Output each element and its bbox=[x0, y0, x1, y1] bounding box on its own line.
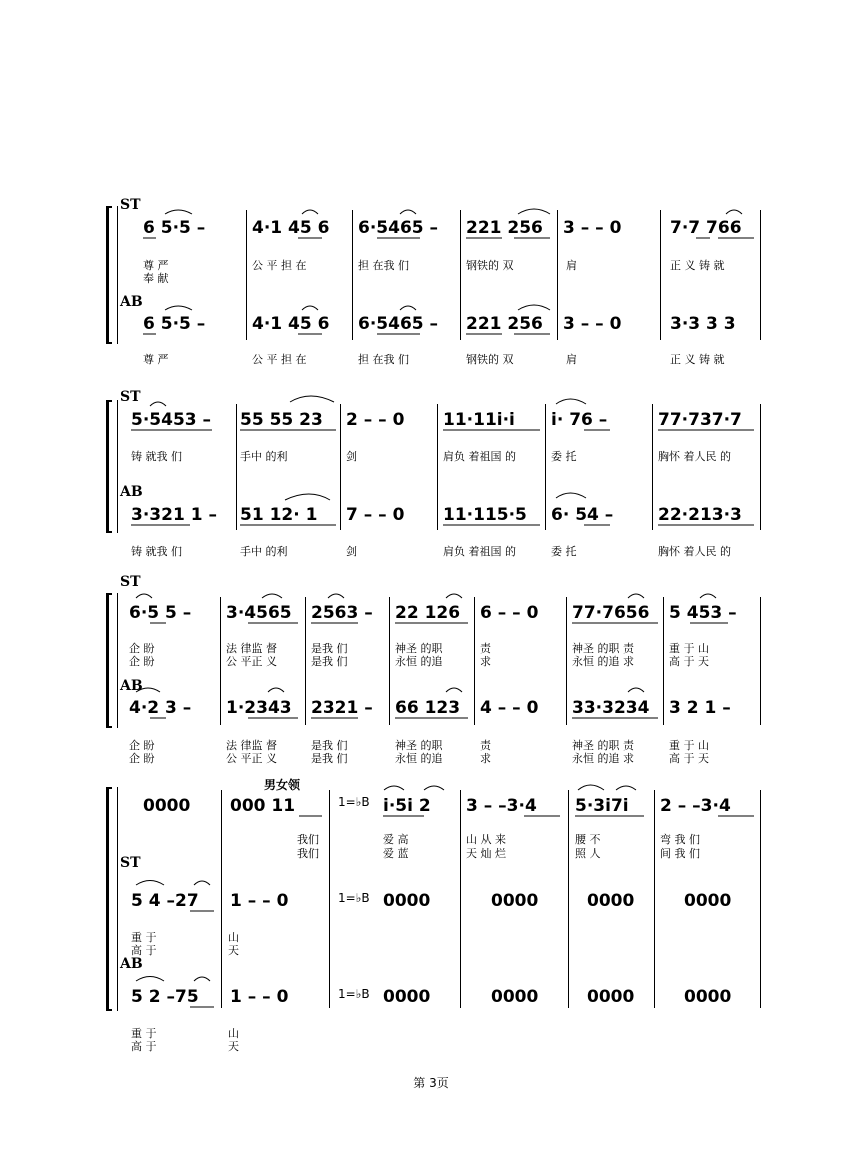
lyric: 山 bbox=[228, 931, 239, 944]
note-group: 3 – –3·4 bbox=[466, 796, 537, 816]
note-group: 0000 bbox=[383, 891, 431, 911]
lyric: 手中 的利 bbox=[240, 545, 288, 558]
note-group: 3 – – 0 bbox=[563, 218, 622, 238]
bracket-cap bbox=[106, 206, 112, 208]
barline bbox=[460, 210, 461, 340]
lyric: 剑 bbox=[346, 545, 357, 558]
lyric: 铸 就我 们 bbox=[131, 450, 182, 463]
note-group: 2321 – bbox=[311, 698, 373, 718]
lyric: 重 于 bbox=[131, 931, 157, 944]
system-bracket bbox=[106, 206, 109, 344]
note-group: 66 123 bbox=[395, 698, 461, 718]
key-signature: 1=♭B bbox=[338, 987, 370, 1001]
note-group: 0000 bbox=[491, 891, 539, 911]
page-number: 第 3页 bbox=[413, 1076, 449, 1090]
note-group: 3 – – 0 bbox=[563, 314, 622, 334]
barline bbox=[340, 404, 341, 530]
lyric: 责 bbox=[480, 642, 491, 655]
note-group: 77·7656 bbox=[572, 603, 650, 623]
lyric: 正 义 铸 就 bbox=[670, 353, 725, 366]
lyric: 手中 的利 bbox=[240, 450, 288, 463]
lyric: 胸怀 着人民 的 bbox=[658, 450, 731, 463]
bracket-cap bbox=[106, 593, 112, 595]
note-group: 4·1 45 6 bbox=[252, 314, 330, 334]
note-group: 4·1 45 6 bbox=[252, 218, 330, 238]
note-group: 6 5·5 – bbox=[143, 314, 206, 334]
note-group: 4·2 3 – bbox=[129, 698, 192, 718]
barline bbox=[660, 210, 661, 340]
note-group: 5·5453 – bbox=[131, 410, 212, 430]
note-group: 55 55 23 bbox=[240, 410, 323, 430]
note-group: 221 256 bbox=[466, 314, 543, 334]
barline bbox=[557, 210, 558, 340]
lyric: 担 在我 们 bbox=[358, 259, 409, 272]
bracket-cap bbox=[106, 400, 112, 402]
note-group: 0000 bbox=[143, 796, 191, 816]
lyric: 爱 高 bbox=[383, 833, 409, 846]
note-group: 0000 bbox=[684, 987, 732, 1007]
lyric: 委 托 bbox=[551, 450, 577, 463]
lyric: 公 平 担 在 bbox=[252, 259, 307, 272]
barline bbox=[352, 210, 353, 340]
system-bracket bbox=[106, 593, 109, 728]
system-bracket bbox=[106, 787, 109, 1011]
note-group: 51 12· 1 bbox=[240, 505, 318, 525]
barline bbox=[545, 404, 546, 530]
lyric: 神圣 的职 bbox=[395, 642, 443, 655]
lyric: 肩 bbox=[566, 353, 577, 366]
lyric: 照 人 bbox=[575, 847, 601, 860]
note-group: 22 126 bbox=[395, 603, 461, 623]
barline bbox=[663, 597, 664, 725]
lyric: 求 bbox=[480, 752, 491, 765]
lyric: 企 盼 bbox=[129, 752, 155, 765]
lyric: 企 盼 bbox=[129, 739, 155, 752]
lyric: 肩 bbox=[566, 259, 577, 272]
lyric: 永恒 的追 bbox=[395, 655, 443, 668]
barline bbox=[437, 404, 438, 530]
system-bracket bbox=[106, 400, 109, 533]
note-group: 5·3i7i bbox=[575, 796, 629, 816]
lyric: 是我 们 bbox=[311, 655, 348, 668]
barline bbox=[220, 597, 221, 725]
note-group: 0000 bbox=[587, 891, 635, 911]
lyric: 山 bbox=[228, 1027, 239, 1040]
note-group: 1 – – 0 bbox=[230, 987, 289, 1007]
note-group: 0000 bbox=[684, 891, 732, 911]
note-group: 22·213·3 bbox=[658, 505, 742, 525]
barline bbox=[568, 790, 569, 1008]
note-group: 2563 – bbox=[311, 603, 373, 623]
lyric: 永恒 的追 求 bbox=[572, 752, 634, 765]
lyric: 永恒 的追 求 bbox=[572, 655, 634, 668]
part-label-ab: AB bbox=[120, 484, 143, 500]
lyric: 高 于 天 bbox=[669, 752, 709, 765]
barline bbox=[760, 790, 761, 1008]
bracket-cap bbox=[106, 531, 112, 533]
lyric: 企 盼 bbox=[129, 655, 155, 668]
part-label-st: ST bbox=[120, 197, 141, 213]
lyric: 神圣 的职 责 bbox=[572, 642, 634, 655]
barline bbox=[654, 790, 655, 1008]
lyric: 公 平正 义 bbox=[226, 752, 277, 765]
note-group: 0000 bbox=[587, 987, 635, 1007]
lyric: 担 在我 们 bbox=[358, 353, 409, 366]
lyric: 重 于 山 bbox=[669, 642, 709, 655]
note-group: 7·7 766 bbox=[670, 218, 742, 238]
lyric: 钢铁的 双 bbox=[466, 259, 514, 272]
barline bbox=[246, 210, 247, 340]
barline bbox=[117, 206, 118, 344]
note-group: 33·3234 bbox=[572, 698, 650, 718]
lyric: 委 托 bbox=[551, 545, 577, 558]
lyric: 天 bbox=[228, 1040, 239, 1053]
note-group: 77·737·7 bbox=[658, 410, 742, 430]
lyric: 高 于 bbox=[131, 1040, 157, 1053]
lyric: 责 bbox=[480, 739, 491, 752]
lyric: 爱 蓝 bbox=[383, 847, 409, 860]
lyric: 弯 我 们 bbox=[660, 833, 700, 846]
part-label-st: ST bbox=[120, 574, 141, 590]
lyric: 间 我 们 bbox=[660, 847, 700, 860]
lyric: 重 于 山 bbox=[669, 739, 709, 752]
lyric: 山 从 来 bbox=[466, 833, 506, 846]
note-group: 6·5465 – bbox=[358, 314, 439, 334]
barline bbox=[652, 404, 653, 530]
bracket-cap bbox=[106, 342, 112, 344]
lyric: 法 律监 督 bbox=[226, 739, 277, 752]
lyric: 企 盼 bbox=[129, 642, 155, 655]
lyric: 公 平正 义 bbox=[226, 655, 277, 668]
note-group: 5 4 –27 bbox=[131, 891, 199, 911]
note-group: 6· 54 – bbox=[551, 505, 614, 525]
lyric: 法 律监 督 bbox=[226, 642, 277, 655]
lyric: 天 bbox=[228, 944, 239, 957]
barline bbox=[305, 597, 306, 725]
lyric: 重 于 bbox=[131, 1027, 157, 1040]
lyric: 奉 献 bbox=[143, 272, 169, 285]
leader-label: 男女领 bbox=[264, 778, 301, 792]
key-signature: 1=♭B bbox=[338, 795, 370, 809]
lyric: 胸怀 着人民 的 bbox=[658, 545, 731, 558]
barline bbox=[117, 400, 118, 533]
lyric: 神圣 的职 bbox=[395, 739, 443, 752]
lyric: 求 bbox=[480, 655, 491, 668]
barline bbox=[760, 210, 761, 340]
lyric: 天 灿 烂 bbox=[466, 847, 506, 860]
lyric: 肩负 着祖国 的 bbox=[443, 545, 516, 558]
note-group: 6 – – 0 bbox=[480, 603, 539, 623]
note-group: 0000 bbox=[383, 987, 431, 1007]
bracket-cap bbox=[106, 787, 112, 789]
note-group: 3·4565 bbox=[226, 603, 292, 623]
lyric: 公 平 担 在 bbox=[252, 353, 307, 366]
lyric: 正 义 铸 就 bbox=[670, 259, 725, 272]
barline bbox=[117, 593, 118, 728]
barline bbox=[236, 404, 237, 530]
barline bbox=[566, 597, 567, 725]
note-group: i· 76 – bbox=[551, 410, 608, 430]
part-label-st: ST bbox=[120, 855, 141, 871]
note-group: 2 – – 0 bbox=[346, 410, 405, 430]
note-group: 3·321 1 – bbox=[131, 505, 217, 525]
note-group: 1·2343 bbox=[226, 698, 292, 718]
barline bbox=[221, 790, 222, 1008]
lyric: 钢铁的 双 bbox=[466, 353, 514, 366]
part-label-ab: AB bbox=[120, 956, 143, 972]
note-group: 6·5 5 – bbox=[129, 603, 192, 623]
lyric: 高 于 bbox=[131, 944, 157, 957]
bracket-cap bbox=[106, 1009, 112, 1011]
note-group: 000 11 bbox=[230, 796, 296, 816]
part-label-st: ST bbox=[120, 389, 141, 405]
key-signature: 1=♭B bbox=[338, 891, 370, 905]
note-group: 5 453 – bbox=[669, 603, 737, 623]
part-label-ab: AB bbox=[120, 294, 143, 310]
note-group: 6·5465 – bbox=[358, 218, 439, 238]
lyric: 尊 严 bbox=[143, 353, 169, 366]
barline bbox=[329, 790, 330, 1008]
note-group: 221 256 bbox=[466, 218, 543, 238]
note-group: 2 – –3·4 bbox=[660, 796, 731, 816]
barline bbox=[389, 597, 390, 725]
lyric: 腰 不 bbox=[575, 833, 601, 846]
lyric: 剑 bbox=[346, 450, 357, 463]
note-group: 5 2 –75 bbox=[131, 987, 199, 1007]
lyric: 是我 们 bbox=[311, 752, 348, 765]
barline bbox=[460, 790, 461, 1008]
note-group: i·5i 2 bbox=[383, 796, 431, 816]
lyric: 我们 bbox=[297, 833, 319, 846]
note-group: 3 2 1 – bbox=[669, 698, 731, 718]
lyric: 是我 们 bbox=[311, 739, 348, 752]
lyric: 神圣 的职 责 bbox=[572, 739, 634, 752]
note-group: 11·11i·i bbox=[443, 410, 515, 430]
barline bbox=[760, 404, 761, 530]
lyric: 尊 严 bbox=[143, 259, 169, 272]
lyric: 高 于 天 bbox=[669, 655, 709, 668]
lyric: 是我 们 bbox=[311, 642, 348, 655]
part-label-ab: AB bbox=[120, 678, 143, 694]
lyric: 我们 bbox=[297, 847, 319, 860]
lyric: 永恒 的追 bbox=[395, 752, 443, 765]
note-group: 0000 bbox=[491, 987, 539, 1007]
bracket-cap bbox=[106, 726, 112, 728]
note-group: 6 5·5 – bbox=[143, 218, 206, 238]
note-group: 4 – – 0 bbox=[480, 698, 539, 718]
note-group: 7 – – 0 bbox=[346, 505, 405, 525]
barline bbox=[474, 597, 475, 725]
note-group: 3·3 3 3 bbox=[670, 314, 736, 334]
note-group: 1 – – 0 bbox=[230, 891, 289, 911]
note-group: 11·115·5 bbox=[443, 505, 527, 525]
lyric: 肩负 着祖国 的 bbox=[443, 450, 516, 463]
barline bbox=[117, 787, 118, 1011]
barline bbox=[760, 597, 761, 725]
lyric: 铸 就我 们 bbox=[131, 545, 182, 558]
